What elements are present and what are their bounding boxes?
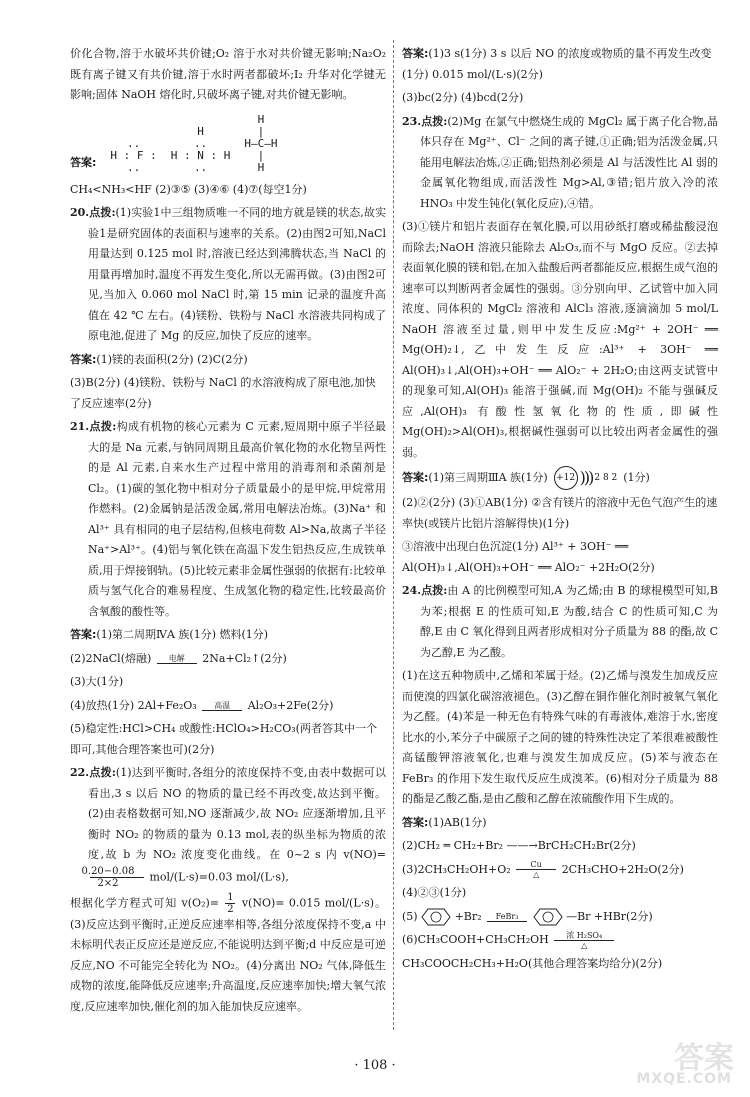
mg-atom-structure-diagram (554, 466, 618, 490)
reaction-condition: 电解 (157, 654, 197, 664)
column-divider (393, 40, 395, 1030)
watermark-logo (613, 1033, 738, 1089)
reaction-condition: Cu △ (516, 860, 556, 879)
q23-explanation: 23.点拨:(2)Mg 在氯气中燃烧生成的 MgCl₂ 属于离子化合物,晶体只存在 Mg²⁺、Cl⁻ 之间的离子键,①正确;铝为活泼金属,只能用电解法冶炼,②正确;铝热剂必须是 Al 与活泼性比 Al 弱的金属氧化物组成,而活泼性 Mg>Al,③错;铝片放入冷的浓 HNO₃ 中发生钝化(氧化反应),④错。 (402, 114, 718, 210)
left-column (70, 44, 386, 1020)
q23-answer-line2: (2)②(2分) (3)①AB(1分) ②含有镁片的溶液中无色气泡产生的速率快(或镁片比铝片溶解得快)(1分) (402, 496, 718, 530)
q24-answer-line7: CH₃COOCH₂CH₃+H₂O(其他合理答案均给分)(2分) (402, 956, 663, 970)
q23-answer: 答案: (1)第三周期ⅢA 族(1分) +12 ))) 2 8 2 (1分) (402, 466, 718, 490)
q21-answer-thermite: (4)放热(1分) 2Al+Fe₂O₃ 高温 Al₂O₃+2Fe(2分) (70, 698, 334, 712)
q19-answer-line: CH₄<NH₃<HF (2)③⑤ (3)④⑥ (4)⑦(每空1分) (70, 182, 307, 196)
q24-answer-line4: (4)②③(1分) (402, 886, 467, 899)
reaction-condition: 浓 H₂SO₄ △ (554, 931, 614, 950)
q20-answer-line2: (3)B(2分) (4)镁粉、铁粉与 NaCl 的水溶液构成了原电池,加快了反应速率(2分) (70, 376, 376, 410)
q20-answer: 答案:(1)镁的表面积(2分) (2)C(2分) (70, 352, 248, 366)
q21-answer-line5: (5)稳定性:HCl>CH₄ 或酸性:HClO₄>H₂CO₃(两者答其中一个即可,其他合理答案也可)(2分) (70, 722, 377, 756)
q22-answer: 答案:(1)3 s(1分) 3 s 以后 NO 的浓度或物质的量不再发生改变(1分) 0.015 mol/(L·s)(2分) (402, 47, 712, 81)
q24-explanation: 24.点拨:由 A 的比例模型可知,A 为乙烯;由 B 的球棍模型可知,B 为苯;根据 E 的性质可知,E 为酸,结合 C 的性质可知,C 为醇,E 由 C 氧化得到且两者形成相对分子质量为 88 的酯,故 C 为乙醇,E 为乙酸。 (402, 584, 718, 659)
half-fraction: $\frac{1}{2}$ (227, 891, 234, 915)
electron-shell-counts: 2 8 2 (594, 472, 618, 483)
page-number: · 108 · (354, 1058, 396, 1073)
q21-explanation: 21.点拨:构成有机物的核心元素为 C 元素,短周期中原子半径最大的是 Na 元素,与钠同周期且最高价氧化物的水化物呈两性的是 Al 元素,自来水生产过程中常用的消毒剂和杀菌剂是 Cl₂。(1)碳的氢化物中相对分子质量最小的是甲烷,甲烷常用作燃料。(2)金属钠是活泼金属,常用电解法冶炼。(3)Na⁺ 和 Al³⁺ 具有相同的电子层结构,但核电荷数 Al>Na,故离子半径 Na⁺>Al³⁺。(4)铝与氧化铁在高温下发生铝热反应,生成铁单质,用于焊接钢轨。(5)比较元素非金属性强弱的依据有:比较单质与氢气化合的难易程度、生成氢化物的稳定性,比较最高价含氧酸的酸性等。 (70, 420, 387, 618)
q24-answer-line6: (6)CH₃COOH+CH₃CH₂OH 浓 H₂SO₄ △ (402, 930, 718, 951)
atom-nucleus: +12 (554, 466, 578, 490)
q20-explanation: 20.点拨:(1)实验1中三组物质唯一不同的地方就是镁的状态,故实验1是研究固体的表面积与速率的关系。(2)由图2可知,NaCl 用量达到 0.125 mol 时,溶液已经达到沸腾状态,当 NaCl 的用量再增加时,温度不再发生变化,所以无需再做。(3)由图2可见,当加入 0.060 mol NaCl 时,第 15 min 记录的温度升高值在 42 ℃ 左右。(4)镁粉、铁粉与 NaCl 水溶液共同构成了原电池,促进了 Mg 的反应,加快了反应的速率。 (70, 206, 387, 342)
reaction-condition: FeBr₃ (487, 912, 527, 922)
benzene-ring-icon (533, 908, 563, 926)
q22-explanation: 22.点拨:(1)达到平衡时,各组分的浓度保持不变,由表中数据可以看出,3 s 以后 NO 的物质的量已经不再改变,故达到平衡。(2)由表格数据可知,NO 逐渐减少,故 NO₂ 应逐渐增加,且平衡时 NO₂ 的物质的量为 0.13 mol,表的纵坐标为物质的浓度,故 b 为 NO₂ 浓度变化曲线。在 0~2 s 内 v(NO)= $\frac{0.20-0.08}{2\times 2}$ mol/(L·s)=0.03 mol/(L·s), (70, 766, 387, 889)
q21-answer: 答案:(1)第二周期ⅣA 族(1分) 燃料(1分) (70, 628, 269, 641)
answer-label: 答案: (70, 156, 97, 169)
reaction-condition: 高温 (202, 701, 242, 711)
electron-shell-arcs: ))) (579, 468, 593, 487)
q24-explanation-cont: (1)在这五种物质中,乙烯和苯属于烃。(2)乙烯与溴发生加成反应而使溴的四氯化碳溶液褪色。(3)乙醇在铜作催化剂时被氧气氧化为乙醛。(4)苯是一种无色有特殊气味的有毒液体,难溶于水,密度比水的小,苯分子中碳原子之间的键的特殊性决定了苯很难被酸性高锰酸钾溶液氧化,也难与溴发生加成反应。(5)苯与液态在 FeBr₃ 的作用下发生取代反应生成溴苯。(6)相对分子质量为 88 的酯是乙酸乙酯,是由乙酸和乙醇在浓硫酸作用下生成的。 (402, 669, 718, 805)
nh3-electron-formula: H .. H : N : H .. (170, 124, 231, 174)
ch4-structural-formula: H | H—C—H | H (244, 112, 278, 174)
rate-fraction: $\frac{0.20-0.08}{2\times 2}$ (90, 866, 144, 889)
q24-answer-line2: (2)CH₂ ═ CH₂+Br₂ ——→BrCH₂CH₂Br(2分) (402, 839, 636, 852)
q19-answer-electron-formulas (70, 114, 386, 174)
watermark-text: MXQE.COM (636, 1071, 732, 1087)
q24-answer-line3: (3)2CH₃CH₂OH+O₂ Cu △ 2CH₃CHO+2H₂O(2分) (402, 860, 684, 879)
right-column (402, 44, 718, 977)
q23-answer-line3: ③溶液中出现白色沉淀(1分) Al³⁺ + 3OH⁻ ══ Al(OH)₃↓,Al(OH)₃+OH⁻ ══ AlO₂⁻ +2H₂O(2分) (402, 540, 655, 574)
q21-answer-line3: (3)大(1分) (70, 675, 124, 688)
q22-answer-line2: (3)bc(2分) (4)bcd(2分) (402, 91, 524, 104)
q21-answer-electrolysis: (2)2NaCl(熔融) 电解 2Na+Cl₂↑(2分) (70, 651, 287, 665)
intro-paragraph: 价化合物,溶于水破坏共价键;O₂ 溶于水对共价键无影响;Na₂O₂ 既有离子键又有共价键,溶于水时两者都破坏;I₂ 升华对化学键无影响;固体 NaOH 熔化时,只破坏离子键,对共价键无影响。 (70, 47, 386, 101)
watermark-glyphs: 答案 (674, 1041, 734, 1076)
q22-explanation-cont: 根据化学方程式可知 v(O₂)= $\frac{1}{2}$ v(NO)= 0.015 mol/(L·s)。(3)反应达到平衡时,正逆反应速率相等,各组分浓度保持不变,a 中未标明代表正反应还是逆反应,不能说明达到平衡;d 中反应是可逆反应,NO 不可能完全转化为 NO₂。(4)分离出 NO₂ 气体,降低生成物的浓度,能降低反应速率;升高温度,反应速率加快;增大氧气浓度,反应速率加快,催化剂的加入能加快反应速率。 (70, 891, 386, 1013)
q24-answer: 答案:(1)AB(1分) (402, 815, 487, 829)
hf-electron-formula: .. H : F : .. (110, 136, 157, 174)
q23-explanation-part3: (3)①镁片和铝片表面存在氧化膜,可以用砂纸打磨或稀盐酸浸泡而除去;NaOH 溶液只能除去 Al₂O₃,而不与 MgO 反应。②去掉表面氧化膜的镁和铝,在加入盐酸后两者都能反应,根据生成气泡的速率可以判断两者金属性的强弱。③分别向甲、乙试管中加入同浓度、同体积的 MgCl₂ 溶液和 AlCl₃ 溶液,逐滴滴加 5 mol/L NaOH 溶液至过量,则甲中发生反应:Mg²⁺ + 2OH⁻ ══ Mg(OH)₂↓,乙中发生反应:Al³⁺ + 3OH⁻ ══ Al(OH)₃↓,Al(OH)₃+OH⁻ ══ AlO₂⁻ + 2H₂O;由这两支试管中的现象可知,Al(OH)₃ 能溶于强碱,而 Mg(OH)₂ 不能与强碱反应,Al(OH)₃ 有酸性氢氧化物的性质,即碱性 Mg(OH)₂>Al(OH)₃,根据碱性强弱可以比较出两者金属性的强弱。 (402, 220, 718, 459)
q24-answer-line5: (5) +Br₂ FeBr₃ —Br +HBr(2分) (402, 907, 718, 928)
benzene-ring-icon (421, 908, 451, 926)
